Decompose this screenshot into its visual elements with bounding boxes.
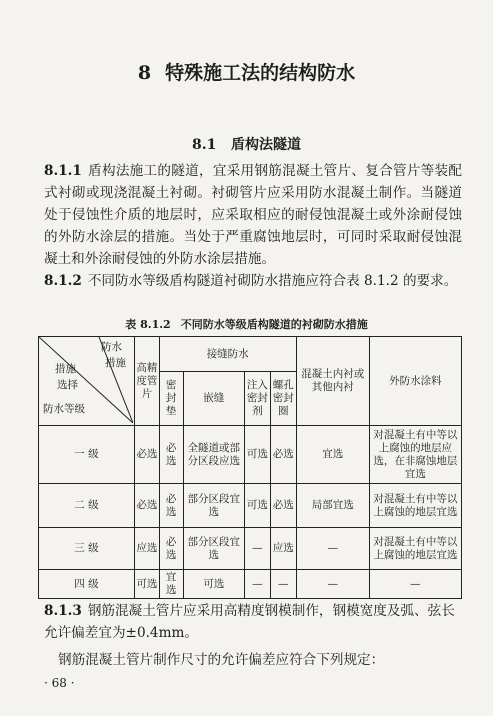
table-cell: 必选: [134, 484, 159, 528]
table-cell: —: [369, 570, 461, 599]
table-cell: 部分区段宜选: [183, 484, 244, 528]
table-cell: —: [270, 570, 296, 599]
chapter-title: [0, 58, 493, 85]
table-cell: 可选: [244, 484, 270, 528]
section-title: [0, 134, 493, 154]
table-cell: —: [296, 528, 369, 570]
paragraph-continuation: 钢筋混凝土管片制作尺寸的允许偏差应符合下列规定：: [58, 652, 385, 668]
table-cell: 局部宜选: [296, 484, 369, 528]
paragraph-text: 盾构法施工的隧道，宜采用钢筋混凝土管片、复合管片等装配式衬砌或现浇混凝土衬砌。衬砌管片应采用防水混凝土制作。当隧道处于侵蚀性介质的地层时，应采取相应的耐侵蚀混凝土或外涂耐侵蚀的外防水涂层的措施。当处于严重腐蚀地层时，可同时采取耐侵蚀混凝土和外涂耐侵蚀的外防水涂层措施。: [44, 163, 462, 267]
grade-cell: 四 级: [39, 570, 135, 599]
grade-cell: 一 级: [39, 426, 135, 484]
header-bolt-seal: 螺孔密封圈: [270, 372, 296, 426]
table-cell: 应选: [270, 528, 296, 570]
section-title-text: 盾构法隧道: [230, 137, 301, 153]
table-row: [39, 484, 462, 528]
table-row: [39, 528, 462, 570]
diag-label: 选择: [57, 379, 78, 391]
table-cell: 可选: [134, 570, 159, 599]
diag-label: 措施: [105, 357, 126, 369]
table-cell: 部分区段宜选: [183, 528, 244, 570]
table-cell: 必选: [159, 484, 183, 528]
grade-cell: 三 级: [39, 528, 135, 570]
paragraph-text: 不同防水等级盾构隧道衬砌防水措施应符合表 8.1.2 的要求。: [87, 273, 458, 289]
page-number: · 68 ·: [44, 676, 75, 690]
table-cell: 可选: [244, 426, 270, 484]
paragraph-8-1-3: [44, 600, 462, 644]
table-cell: 必选: [270, 484, 296, 528]
table-row: [39, 570, 462, 599]
table-cell: 必选: [159, 528, 183, 570]
diag-label: 防水: [101, 341, 122, 353]
table-cell: 宜选: [159, 570, 183, 599]
header-joint-group: 接缝防水: [159, 337, 296, 372]
table-cell: 必选: [159, 426, 183, 484]
section-number: 8.1: [192, 137, 217, 153]
header-precision: 高精度管片: [134, 337, 159, 426]
table-cell: —: [244, 528, 270, 570]
table-cell: 必选: [134, 426, 159, 484]
table-cell: 应选: [134, 528, 159, 570]
diag-label: 措施: [55, 363, 76, 375]
table-cell: 对混凝土有中等以上腐蚀的地层宜选: [369, 528, 461, 570]
table-caption: [0, 316, 493, 332]
table-cell: —: [244, 570, 270, 599]
paragraph-8-1-2: [44, 270, 462, 292]
header-sealant: 注入密封剂: [244, 372, 270, 426]
paragraph-text: 钢筋混凝土管片应采用高精度钢模制作，钢模宽度及弧、弦长允许偏差宜为±0.4mm。: [44, 603, 455, 641]
table-cell: 全隧道或部分区段应选: [183, 426, 244, 484]
diagonal-header-cell: [39, 337, 135, 426]
header-caulking: 嵌缝: [183, 372, 244, 426]
chapter-number: 8: [137, 62, 152, 84]
table-row: [39, 426, 462, 484]
header-inner-lining: 混凝土内衬或其他内衬: [296, 337, 369, 426]
clause-number: 8.1.1: [44, 163, 82, 179]
table-cell: —: [296, 570, 369, 599]
table-cell: 宜选: [296, 426, 369, 484]
grade-cell: 二 级: [39, 484, 135, 528]
clause-number: 8.1.2: [44, 273, 82, 289]
table-cell: 对混凝土有中等以上腐蚀的地层应选，在非腐蚀地层宜选: [369, 426, 461, 484]
table-cell: 必选: [270, 426, 296, 484]
table-cell: 对混凝土有中等以上腐蚀的地层宜选: [369, 484, 461, 528]
paragraph-8-1-1: [44, 160, 462, 270]
table-cell: 可选: [183, 570, 244, 599]
header-outer-coating: 外防水涂料: [369, 337, 461, 426]
clause-number: 8.1.3: [44, 603, 82, 619]
header-gasket: 密封垫: [159, 372, 183, 426]
diag-label: 防水等级: [43, 403, 85, 415]
chapter-title-text: 特殊施工法的结构防水: [165, 62, 356, 84]
waterproof-measures-table: [38, 336, 462, 599]
table-caption-text: 不同防水等级盾构隧道的衬砌防水措施: [180, 318, 368, 331]
table-number: 表 8.1.2: [125, 318, 171, 331]
